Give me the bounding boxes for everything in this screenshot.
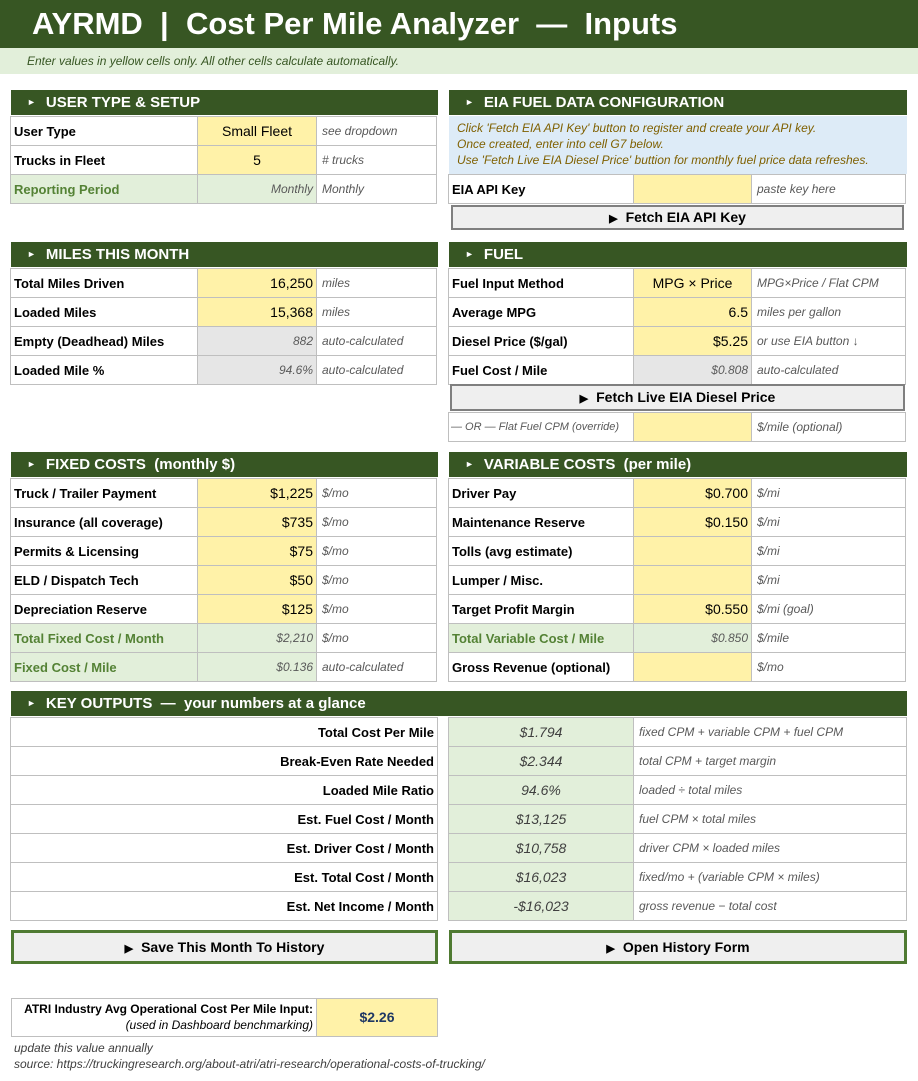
loaded-mile-pct-value: 94.6% bbox=[197, 355, 317, 385]
key-output-value: -$16,023 bbox=[448, 891, 634, 921]
page-title: AYRMD | Cost Per Mile Analyzer — Inputs bbox=[0, 0, 918, 48]
fixed-cost-value: $2,210 bbox=[197, 623, 317, 653]
key-output-note: fuel CPM × total miles bbox=[633, 804, 907, 834]
key-output-label: Est. Net Income / Month bbox=[10, 891, 438, 921]
play-icon: ▶ bbox=[609, 213, 618, 225]
reporting-period-value: Monthly bbox=[197, 174, 317, 204]
fetch-live-eia-diesel-price-button[interactable]: ▶ Fetch Live EIA Diesel Price bbox=[450, 384, 905, 411]
variable-cost-input[interactable]: $0.700 bbox=[633, 478, 752, 508]
variable-cost-label: Tolls (avg estimate) bbox=[448, 536, 634, 566]
section-header-eia: ► EIA FUEL DATA CONFIGURATION bbox=[449, 90, 907, 115]
variable-cost-note: $/mile bbox=[751, 623, 906, 653]
variable-cost-input[interactable] bbox=[633, 652, 752, 682]
section-header-fixed-costs: ► FIXED COSTS (monthly $) bbox=[11, 452, 438, 477]
variable-cost-label: Lumper / Misc. bbox=[448, 565, 634, 595]
empty-miles-value: 882 bbox=[197, 326, 317, 356]
fixed-cost-note: $/mo bbox=[316, 565, 437, 595]
average-mpg-input[interactable]: 6.5 bbox=[633, 297, 752, 327]
key-output-note: gross revenue − total cost bbox=[633, 891, 907, 921]
variable-cost-label: Maintenance Reserve bbox=[448, 507, 634, 537]
variable-cost-input[interactable]: $0.550 bbox=[633, 594, 752, 624]
key-output-value: $10,758 bbox=[448, 833, 634, 863]
fixed-cost-input[interactable]: $125 bbox=[197, 594, 317, 624]
key-output-value: $1.794 bbox=[448, 717, 634, 747]
section-header-variable-costs: ► VARIABLE COSTS (per mile) bbox=[449, 452, 907, 477]
trucks-in-fleet-input[interactable]: 5 bbox=[197, 145, 317, 175]
eia-api-key-input[interactable] bbox=[633, 174, 752, 204]
fixed-cost-label: ELD / Dispatch Tech bbox=[10, 565, 198, 595]
triangle-right-icon: ► bbox=[465, 249, 474, 259]
triangle-right-icon: ► bbox=[465, 459, 474, 469]
triangle-right-icon: ► bbox=[465, 97, 474, 107]
key-output-note: loaded ÷ total miles bbox=[633, 775, 907, 805]
fetch-eia-api-key-button[interactable]: ▶ Fetch EIA API Key bbox=[451, 205, 904, 230]
variable-cost-note: $/mi bbox=[751, 565, 906, 595]
atri-source: source: https://truckingresearch.org/about-atri/atri-research/operational-costs-of-trucking/ bbox=[14, 1057, 485, 1071]
fixed-cost-note: auto-calculated bbox=[316, 652, 437, 682]
variable-cost-input[interactable]: $0.150 bbox=[633, 507, 752, 537]
fixed-cost-label: Fixed Cost / Mile bbox=[10, 652, 198, 682]
key-output-note: fixed CPM + variable CPM + fuel CPM bbox=[633, 717, 907, 747]
atri-footnote: update this value annually bbox=[14, 1041, 153, 1055]
variable-cost-note: $/mi (goal) bbox=[751, 594, 906, 624]
variable-cost-label: Driver Pay bbox=[448, 478, 634, 508]
key-output-label: Est. Total Cost / Month bbox=[10, 862, 438, 892]
fixed-cost-label: Total Fixed Cost / Month bbox=[10, 623, 198, 653]
variable-cost-label: Target Profit Margin bbox=[448, 594, 634, 624]
play-icon: ▶ bbox=[579, 393, 589, 405]
variable-cost-label: Total Variable Cost / Mile bbox=[448, 623, 634, 653]
key-output-value: $2.344 bbox=[448, 746, 634, 776]
key-output-value: 94.6% bbox=[448, 775, 634, 805]
diesel-price-input[interactable]: $5.25 bbox=[633, 326, 752, 356]
section-header-miles: ► MILES THIS MONTH bbox=[11, 242, 438, 267]
play-icon: ▶ bbox=[124, 943, 134, 955]
triangle-right-icon: ► bbox=[27, 249, 36, 259]
fuel-cost-per-mile-value: $0.808 bbox=[633, 355, 752, 385]
fixed-cost-label: Depreciation Reserve bbox=[10, 594, 198, 624]
variable-cost-note: $/mo bbox=[751, 652, 906, 682]
fixed-cost-input[interactable]: $75 bbox=[197, 536, 317, 566]
key-output-note: fixed/mo + (variable CPM × miles) bbox=[633, 862, 907, 892]
atri-benchmark-input[interactable]: $2.26 bbox=[316, 998, 438, 1037]
variable-cost-note: $/mi bbox=[751, 478, 906, 508]
fixed-cost-input[interactable]: $735 bbox=[197, 507, 317, 537]
open-history-form-button[interactable]: ▶ Open History Form bbox=[449, 930, 907, 964]
section-header-key-outputs: ► KEY OUTPUTS — your numbers at a glance bbox=[11, 691, 907, 716]
section-header-fuel: ► FUEL bbox=[449, 242, 907, 267]
fixed-cost-label: Insurance (all coverage) bbox=[10, 507, 198, 537]
key-output-note: driver CPM × loaded miles bbox=[633, 833, 907, 863]
key-output-label: Est. Fuel Cost / Month bbox=[10, 804, 438, 834]
fixed-cost-note: $/mo bbox=[316, 536, 437, 566]
fixed-cost-note: $/mo bbox=[316, 507, 437, 537]
variable-cost-note: $/mi bbox=[751, 507, 906, 537]
fixed-cost-label: Permits & Licensing bbox=[10, 536, 198, 566]
fixed-cost-value: $0.136 bbox=[197, 652, 317, 682]
key-output-label: Est. Driver Cost / Month bbox=[10, 833, 438, 863]
section-header-user-setup: ► USER TYPE & SETUP bbox=[11, 90, 438, 115]
fixed-cost-label: Truck / Trailer Payment bbox=[10, 478, 198, 508]
fixed-cost-note: $/mo bbox=[316, 478, 437, 508]
fuel-input-method-select[interactable]: MPG × Price bbox=[633, 268, 752, 298]
save-month-to-history-button[interactable]: ▶ Save This Month To History bbox=[11, 930, 438, 964]
variable-cost-value: $0.850 bbox=[633, 623, 752, 653]
key-output-label: Loaded Mile Ratio bbox=[10, 775, 438, 805]
triangle-right-icon: ► bbox=[27, 698, 36, 708]
fixed-cost-note: $/mo bbox=[316, 623, 437, 653]
fixed-cost-input[interactable]: $1,225 bbox=[197, 478, 317, 508]
total-miles-input[interactable]: 16,250 bbox=[197, 268, 317, 298]
key-output-value: $13,125 bbox=[448, 804, 634, 834]
variable-cost-note: $/mi bbox=[751, 536, 906, 566]
page-subtitle: Enter values in yellow cells only. All other cells calculate automatically. bbox=[0, 48, 918, 74]
loaded-miles-input[interactable]: 15,368 bbox=[197, 297, 317, 327]
triangle-right-icon: ► bbox=[27, 97, 36, 107]
fixed-cost-note: $/mo bbox=[316, 594, 437, 624]
key-output-label: Break-Even Rate Needed bbox=[10, 746, 438, 776]
variable-cost-input[interactable] bbox=[633, 536, 752, 566]
key-output-note: total CPM + target margin bbox=[633, 746, 907, 776]
eia-instructions: Click 'Fetch EIA API Key' button to register and create your API key. Once created, enter into cell G7 below. Use 'Fetch Live EIA Diesel Price' buttion for monthly fuel price data refreshes. bbox=[449, 116, 907, 174]
triangle-right-icon: ► bbox=[27, 459, 36, 469]
fixed-cost-input[interactable]: $50 bbox=[197, 565, 317, 595]
variable-cost-input[interactable] bbox=[633, 565, 752, 595]
atri-benchmark-label: ATRI Industry Avg Operational Cost Per Mile Input: (used in Dashboard benchmarking) bbox=[11, 998, 317, 1037]
key-output-label: Total Cost Per Mile bbox=[10, 717, 438, 747]
play-icon: ▶ bbox=[606, 943, 615, 955]
flat-fuel-cpm-input[interactable] bbox=[633, 412, 752, 442]
variable-cost-label: Gross Revenue (optional) bbox=[448, 652, 634, 682]
user-type-select[interactable]: Small Fleet bbox=[197, 116, 317, 146]
key-output-value: $16,023 bbox=[448, 862, 634, 892]
